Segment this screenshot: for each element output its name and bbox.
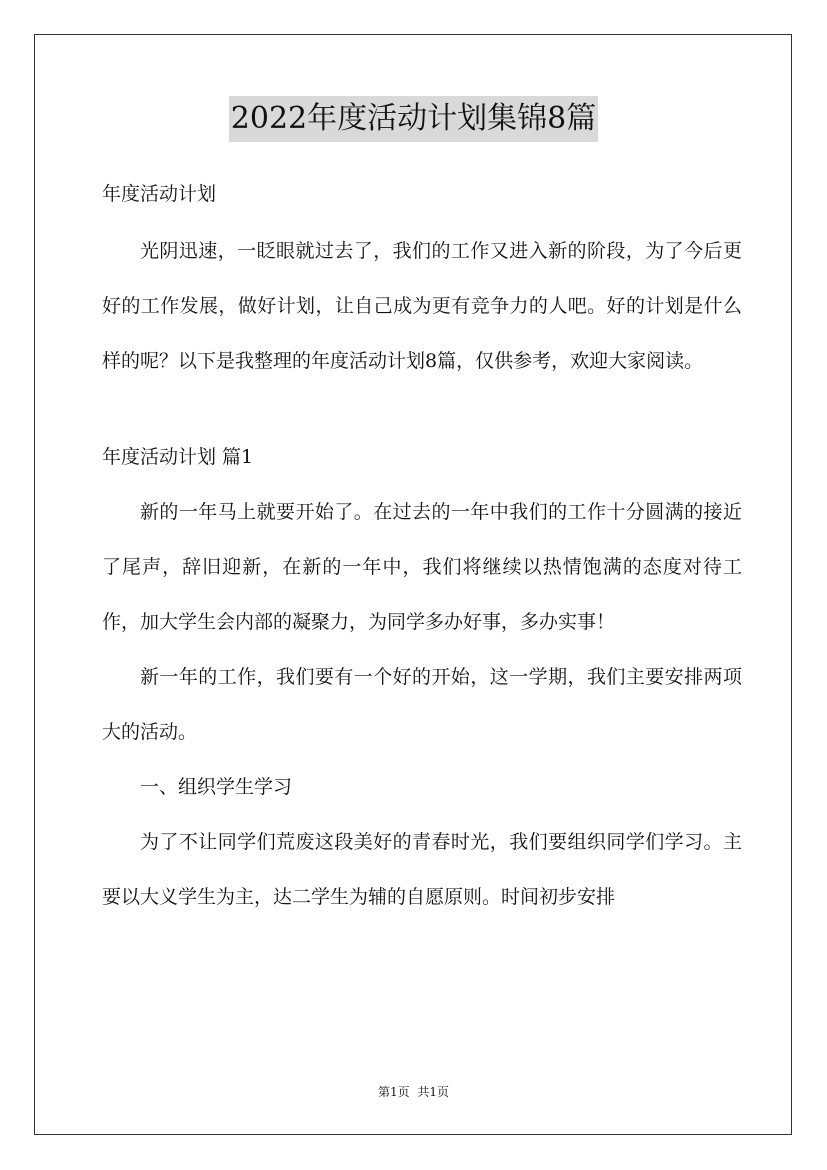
section-paragraph: 为了不让同学们荒废这段美好的青春时光，我们要组织同学们学习。主要以大义学生为主，达二学生为辅的自愿原则。时间初步安排 [102,831,742,908]
title-container [0,96,827,142]
intro-heading: 年度活动计划 [102,183,217,205]
page-footer [0,1083,827,1100]
intro-paragraph: 光阴迅速，一眨眼就过去了，我们的工作又进入新的阶段，为了今后更好的工作发展，做好计划，让自己成为更有竞争力的人吧。好的计划是什么样的呢？以下是我整理的年度活动计划8篇，仅供参考，欢迎大家阅读。 [102,240,742,372]
section-paragraph: 新的一年马上就要开始了。在过去的一年中我们的工作十分圆满的接近了尾声，辞旧迎新，在新的一年中，我们将继续以热情饱满的态度对待工作，加大学生会内部的凝聚力，为同学多办好事，多办实事！ [102,501,742,633]
section-paragraph: 新一年的工作，我们要有一个好的开始，这一学期，我们主要安排两项大的活动。 [102,666,742,743]
document-body [102,172,742,925]
page-total: 共1页 [417,1085,450,1099]
section-heading: 年度活动计划 篇1 [102,446,254,468]
document-title: 2022年度活动计划集锦8篇 [229,96,598,142]
subheading: 一、组织学生学习 [140,776,293,798]
page-number: 第1页 [377,1085,410,1099]
